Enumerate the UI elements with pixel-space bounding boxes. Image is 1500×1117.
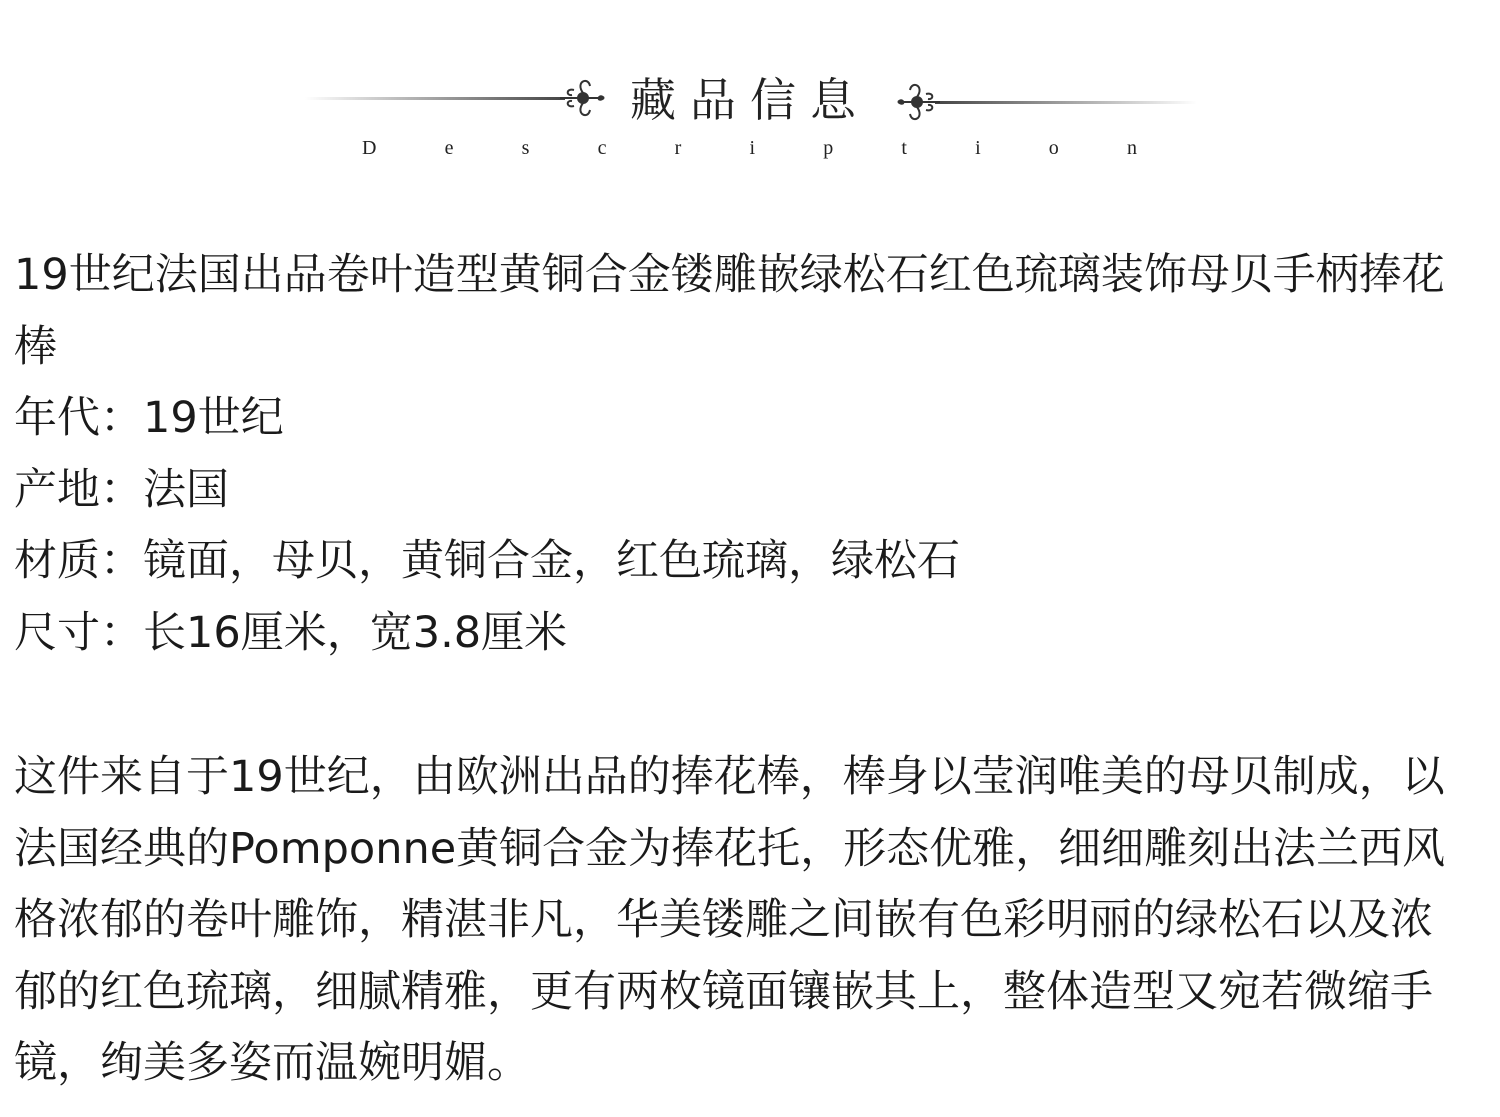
item-name: 19世纪法国出品卷叶造型黄铜合金镂雕嵌绿松石红色琉璃装饰母贝手柄捧花棒 — [14, 250, 1445, 372]
item-era: 年代：19世纪 — [14, 393, 284, 443]
section-title: 藏品信息 — [630, 73, 870, 127]
item-size: 尺寸：长16厘米，宽3.8厘米 — [14, 607, 568, 658]
subtitle-letter: t — [901, 137, 907, 159]
item-material: 材质：镜面，母贝，黄铜合金，红色琉璃，绿松石 — [14, 536, 960, 586]
item-description: 这件来自于19世纪，由欧洲出品的捧花棒，棒身以莹润唯美的母贝制成，以法国经典的Pomponne黄铜合金为捧花托，形态优雅，细细雕刻出法兰西风格浓郁的卷叶雕饰，精湛非凡，华美镂雕之间嵌有色彩明丽的绿松石以及浓郁的红色琉璃，细腻精雅，更有两枚镜面镶嵌其上，整体造型又宛若微缩手镜，绚美多姿而温婉明媚。 — [14, 752, 1446, 1088]
subtitle-letter: s — [521, 137, 530, 159]
paragraph-spacer — [14, 669, 1464, 742]
subtitle-letter: o — [1048, 137, 1059, 159]
subtitle-letter: i — [975, 137, 981, 159]
subtitle-letter: e — [444, 137, 454, 159]
section-header — [0, 0, 1500, 180]
subtitle-letter: i — [749, 137, 756, 159]
subtitle-letter: p — [823, 137, 834, 159]
collection-info — [14, 240, 1464, 1100]
subtitle-letter: n — [1126, 137, 1137, 159]
subtitle-letter: D — [362, 137, 377, 159]
subtitle-letter: r — [674, 137, 682, 159]
item-origin: 产地：法国 — [14, 464, 229, 515]
subtitle-letter: c — [597, 137, 607, 159]
section-subtitle — [362, 137, 1137, 160]
